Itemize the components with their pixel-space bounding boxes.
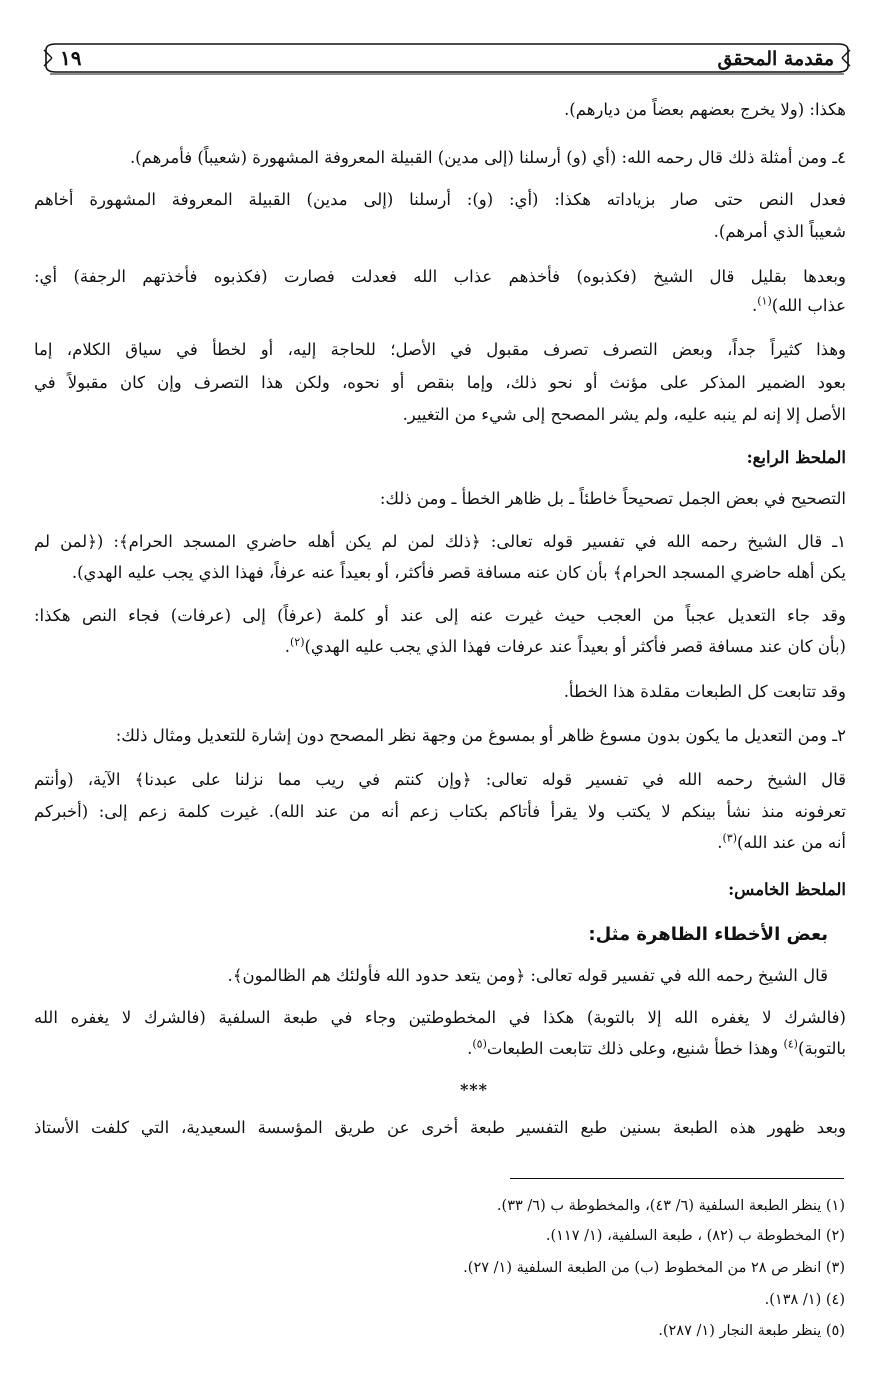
paragraph-line: بالتوبة)$^{(٤)}$ وهذا خطأ شنيع، وعلى ذلك تتابعت الطبعات$^{(٥)}$. <box>467 1037 846 1058</box>
paragraph-line: ٢ـ ومن التعديل ما يكون بدون مسوغ ظاهر أو بمسوغ من وجهة نظر المصحح دون إشارة للتعديل ومثال ذلك: <box>115 726 846 745</box>
paragraph-line: أنه من عند الله)$^{(٣)}$. <box>717 831 846 852</box>
paragraph-line: التصحيح في بعض الجمل تصحيحاً خاطئاً ـ بل ظاهر الخطأ ـ ومن ذلك: <box>379 489 846 508</box>
footnote: (٥) ينظر طبعة النجار (١/ ٢٨٧). <box>658 1323 845 1339</box>
page-body <box>34 0 846 1389</box>
paragraph-line: وقد جاء التعديل عجباً من العجب حيث غيرت عنه إلى عند أو كلمة (عرفاً) إلى (عرفات) فجاء النص هكذا: <box>34 606 846 625</box>
sub-heading: بعض الأخطاء الظاهرة مثل: <box>588 924 828 945</box>
paragraph-line: وقد تتابعت كل الطبعات مقلدة هذا الخطأ. <box>563 682 846 701</box>
footnote-ref: (١) <box>757 294 772 308</box>
paragraph-line: وهذا كثيراً جداً، وبعض التصرف تصرف مقبول في الأصل؛ للحاجة إليه، أو لخطأ في سياق الكلام، إما <box>34 340 846 359</box>
paragraph-line: عذاب الله)$^{(١)}$. <box>752 294 846 315</box>
header-title: مقدمة المحقق <box>717 48 834 70</box>
section-heading: الملحظ الرابع: <box>746 448 846 467</box>
footnote-ref: (٢) <box>289 635 305 649</box>
paragraph-text: عذاب الله) <box>771 296 846 315</box>
paragraph-line: تعرفونه منذ نشأ بينكم لا يكتب ولا يقرأ فأتاكم بكتاب زعم أنه من عند الله). غيرت كلمة زعم إلى: (أخبركم <box>34 802 846 821</box>
footnote: (٢) المخطوطة ب (٨٢) ، طبعة السلفية، (١/ ١١٧). <box>545 1228 845 1244</box>
footnote: (٣) انظر ص ٢٨ من المخطوط (ب) من الطبعة السلفية (١/ ٢٧). <box>463 1260 845 1276</box>
paragraph-text: (بأن كان عند مسافة قصر فأكثر أو بعيداً عند عرفات فهذا الذي يجب عليه الهدي) <box>304 637 846 656</box>
paragraph-line: فعدل النص حتى صار بزياداته هكذا: (أي: (و): أرسلنا (إلى مدين) القبيلة المعروفة المشهورة أخاهم <box>34 190 846 209</box>
paragraph-line: شعيباً الذي أمرهم). <box>713 222 846 241</box>
footnote: (١) ينظر الطبعة السلفية (٦/ ٤٣)، والمخطوطة ب (٦/ ٣٣). <box>496 1198 845 1214</box>
paragraph-line: ٤ـ ومن أمثلة ذلك قال رحمه الله: (أي (و) أرسلنا (إلى مدين) القبيلة المعروفة المشهورة (شعيباً) فأمرهم). <box>129 148 846 167</box>
paragraph-line: وبعدها بقليل قال الشيخ (فكذبوه) فأخذهم عذاب الله فعدلت فصارت (فكذبوه فأخذتهم الرجفة) أي: <box>34 267 846 286</box>
paragraph-line: بعود الضمير المذكر على مؤنث أو نحو ذلك، وإما بنقص أو نحوه، ولكن هذا التصرف وإن كان مقبولاً في <box>34 373 846 392</box>
paragraph-text: أنه من عند الله) <box>737 833 846 852</box>
footnote-ref: (٤) <box>783 1037 798 1051</box>
page-number: ١٩ <box>60 46 82 70</box>
paragraph-line: هكذا: (ولا يخرج بعضهم بعضاً من ديارهم). <box>564 100 846 119</box>
paragraph-line: قال الشيخ رحمه الله في تفسير قوله تعالى: ﴿وإن كنتم في ريب مما نزلنا على عبدنا﴾ الآية، (وأنتم <box>34 770 846 789</box>
paragraph-line: يكن أهله حاضري المسجد الحرام﴾ بأن كان عنه مسافة قصر فأكثر، أو بعيداً عنه عرفاً، فهذا الذي يجب عليه الهدي). <box>71 563 846 582</box>
section-heading: الملحظ الخامس: <box>728 880 846 899</box>
footnote-divider <box>510 1178 844 1179</box>
paragraph-line: (بأن كان عند مسافة قصر فأكثر أو بعيداً عند عرفات فهذا الذي يجب عليه الهدي)$^{(٢)}$. <box>284 635 846 656</box>
paragraph-line: (فالشرك لا يغفره الله إلا بالتوبة) هكذا في المخطوطتين وجاء في طبعة السلفية (فالشرك لا يغفره الله <box>34 1008 846 1027</box>
footnote-ref: (٣) <box>722 831 737 845</box>
paragraph-line: وبعد ظهور هذه الطبعة بسنين طبع التفسير طبعة أخرى عن طريق المؤسسة السعيدية، التي كلفت الأستاذ <box>34 1118 846 1137</box>
paragraph-line: ١ـ قال الشيخ رحمه الله في تفسير قوله تعالى: ﴿ذلك لمن لم يكن أهله حاضري المسجد الحرام﴾: (﴿لمن لم <box>34 532 846 551</box>
paragraph-text: وهذا خطأ شنيع، وعلى ذلك تتابعت الطبعات <box>486 1039 784 1058</box>
section-separator: *** <box>459 1080 489 1099</box>
paragraph-line: قال الشيخ رحمه الله في تفسير قوله تعالى: ﴿ومن يتعد حدود الله فأولئك هم الظالمون﴾. <box>227 966 828 985</box>
footnote-ref: (٥) <box>472 1037 487 1051</box>
paragraph-text: بالتوبة) <box>797 1039 846 1058</box>
footnote: (٤) (١/ ١٣٨). <box>764 1292 845 1308</box>
paragraph-line: الأصل إلا إنه لم ينبه عليه، ولم يشر المصحح إلى شيء من التغيير. <box>402 405 846 424</box>
